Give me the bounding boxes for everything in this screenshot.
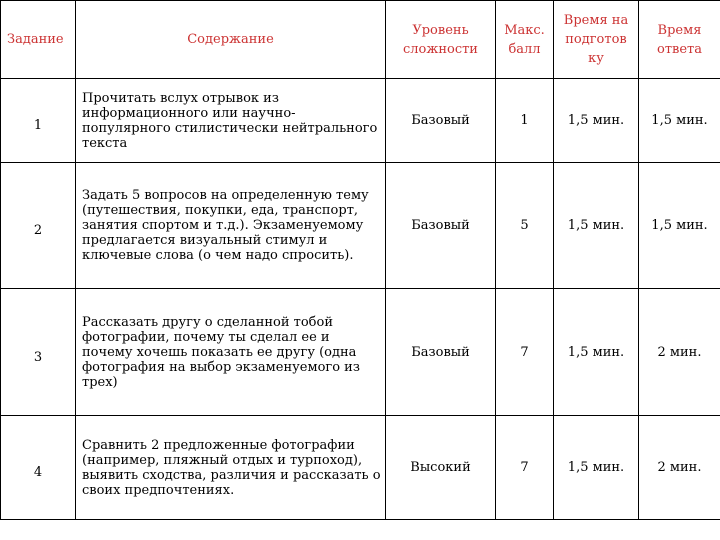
- header-level: Уровень сложности: [386, 1, 496, 79]
- cell-content: Рассказать другу о сделанной тобой фотографии, почему ты сделал ее и почему хочешь показать ее другу (одна фотография на выбор экзаменуемого из трех): [76, 289, 386, 416]
- cell-content: Задать 5 вопросов на определенную тему (путешествия, покупки, еда, транспорт, занятия спортом и т.д.). Экзаменуемому предлагается визуальный стимул и ключевые слова (о чем надо спросить).: [76, 163, 386, 289]
- cell-level: Высокий: [386, 416, 496, 520]
- cell-max-score: 7: [496, 416, 554, 520]
- cell-level: Базовый: [386, 79, 496, 163]
- cell-max-score: 1: [496, 79, 554, 163]
- header-prep-time: Время на подготов ку: [554, 1, 639, 79]
- cell-prep-time: 1,5 мин.: [554, 289, 639, 416]
- cell-task-number: 3: [1, 289, 76, 416]
- header-content: Содержание: [76, 1, 386, 79]
- header-task: Задание: [1, 1, 76, 79]
- table-row: [1, 163, 720, 289]
- cell-answer-time: 2 мин.: [639, 416, 720, 520]
- header-answer-time: Время ответа: [639, 1, 720, 79]
- header-max-score: Макс. балл: [496, 1, 554, 79]
- cell-prep-time: 1,5 мин.: [554, 163, 639, 289]
- cell-max-score: 5: [496, 163, 554, 289]
- cell-task-number: 2: [1, 163, 76, 289]
- table-row: [1, 416, 720, 520]
- table-row: [1, 289, 720, 416]
- cell-answer-time: 2 мин.: [639, 289, 720, 416]
- table-row: [1, 79, 720, 163]
- cell-content: Прочитать вслух отрывок из информационного или научно-популярного стилистически нейтрального текста: [76, 79, 386, 163]
- cell-level: Базовый: [386, 289, 496, 416]
- cell-answer-time: 1,5 мин.: [639, 79, 720, 163]
- cell-prep-time: 1,5 мин.: [554, 79, 639, 163]
- cell-prep-time: 1,5 мин.: [554, 416, 639, 520]
- table-header-row: [1, 1, 720, 79]
- cell-level: Базовый: [386, 163, 496, 289]
- cell-task-number: 1: [1, 79, 76, 163]
- cell-content: Сравнить 2 предложенные фотографии (например, пляжный отдых и турпоход), выявить сходства, различия и рассказать о своих предпочтениях.: [76, 416, 386, 520]
- cell-answer-time: 1,5 мин.: [639, 163, 720, 289]
- cell-max-score: 7: [496, 289, 554, 416]
- cell-task-number: 4: [1, 416, 76, 520]
